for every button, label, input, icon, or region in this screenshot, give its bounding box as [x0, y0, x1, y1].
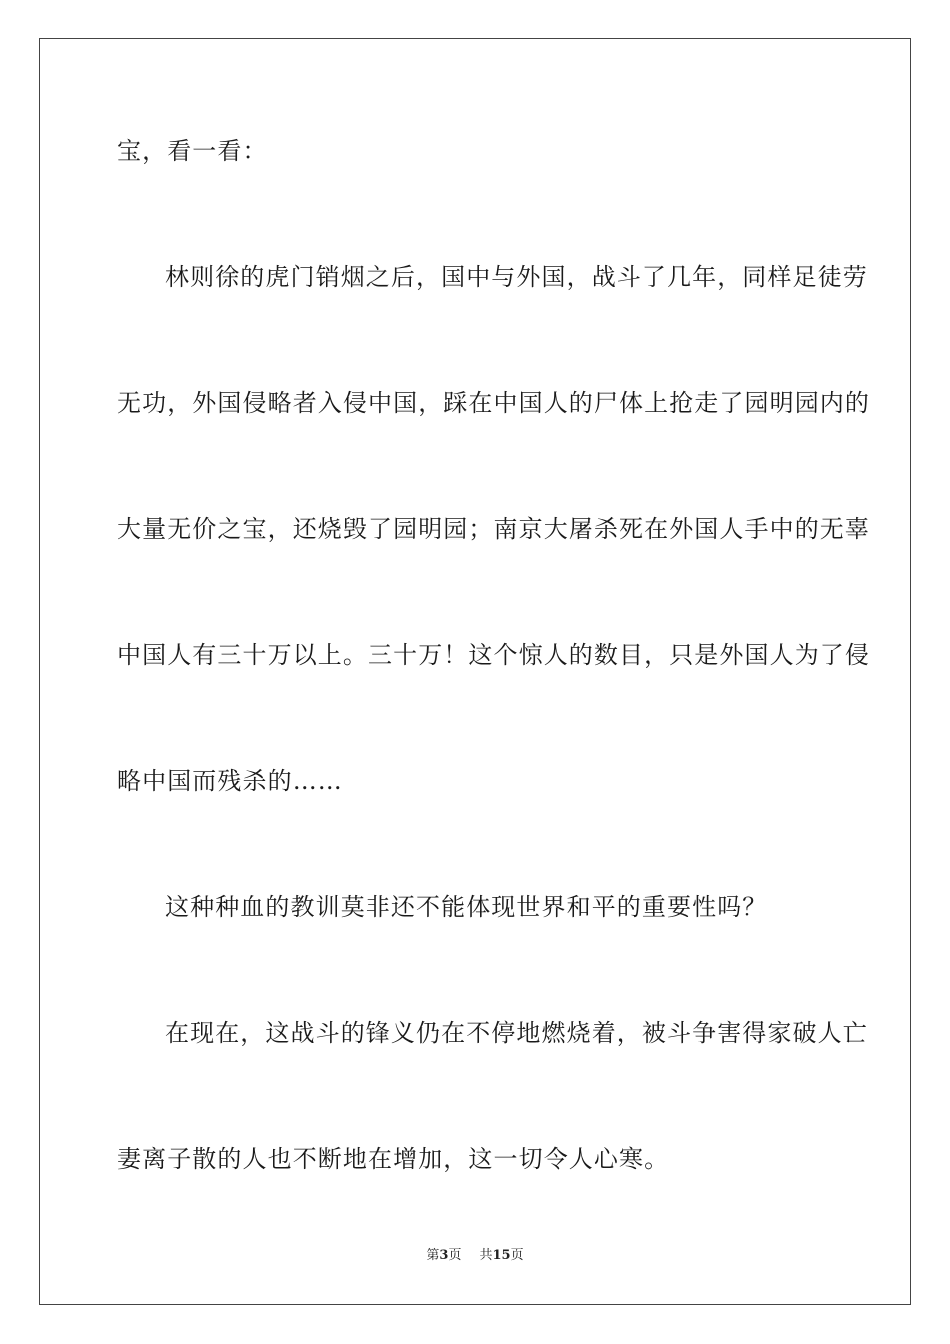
- footer-total-number: 15: [492, 1248, 511, 1263]
- footer-total-suffix: 页: [510, 1248, 524, 1263]
- text-line-1: 宝，看一看：: [117, 137, 268, 165]
- text-line-7: 这种种血的教训莫非还不能体现世界和平的重要性吗？: [165, 893, 768, 921]
- footer-total-prefix: 共: [479, 1248, 493, 1263]
- text-line-9: 妻离子散的人也不断地在增加，这一切令人心寒。: [117, 1145, 670, 1173]
- text-line-2: 林则徐的虎门销烟之后，国中与外国，战斗了几年，同样足徒劳: [165, 263, 868, 291]
- text-line-3: 无功，外国侵略者入侵中国，踩在中国人的尸体上抢走了园明园内的: [117, 389, 870, 417]
- text-line-8: 在现在，这战斗的锋义仍在不停地燃烧着，被斗争害得家破人亡: [165, 1019, 868, 1047]
- footer-page-suffix: 页: [448, 1248, 462, 1263]
- text-line-4: 大量无价之宝，还烧毁了园明园；南京大屠杀死在外国人手中的无辜: [117, 515, 870, 543]
- footer-page-prefix: 第: [426, 1248, 440, 1263]
- text-line-5: 中国人有三十万以上。三十万！这个惊人的数目，只是外国人为了侵: [117, 641, 870, 669]
- page-border: [39, 38, 911, 1305]
- footer-page-number: 3: [439, 1248, 449, 1263]
- text-line-6: 略中国而残杀的……: [117, 767, 343, 795]
- page-footer: [0, 1248, 950, 1264]
